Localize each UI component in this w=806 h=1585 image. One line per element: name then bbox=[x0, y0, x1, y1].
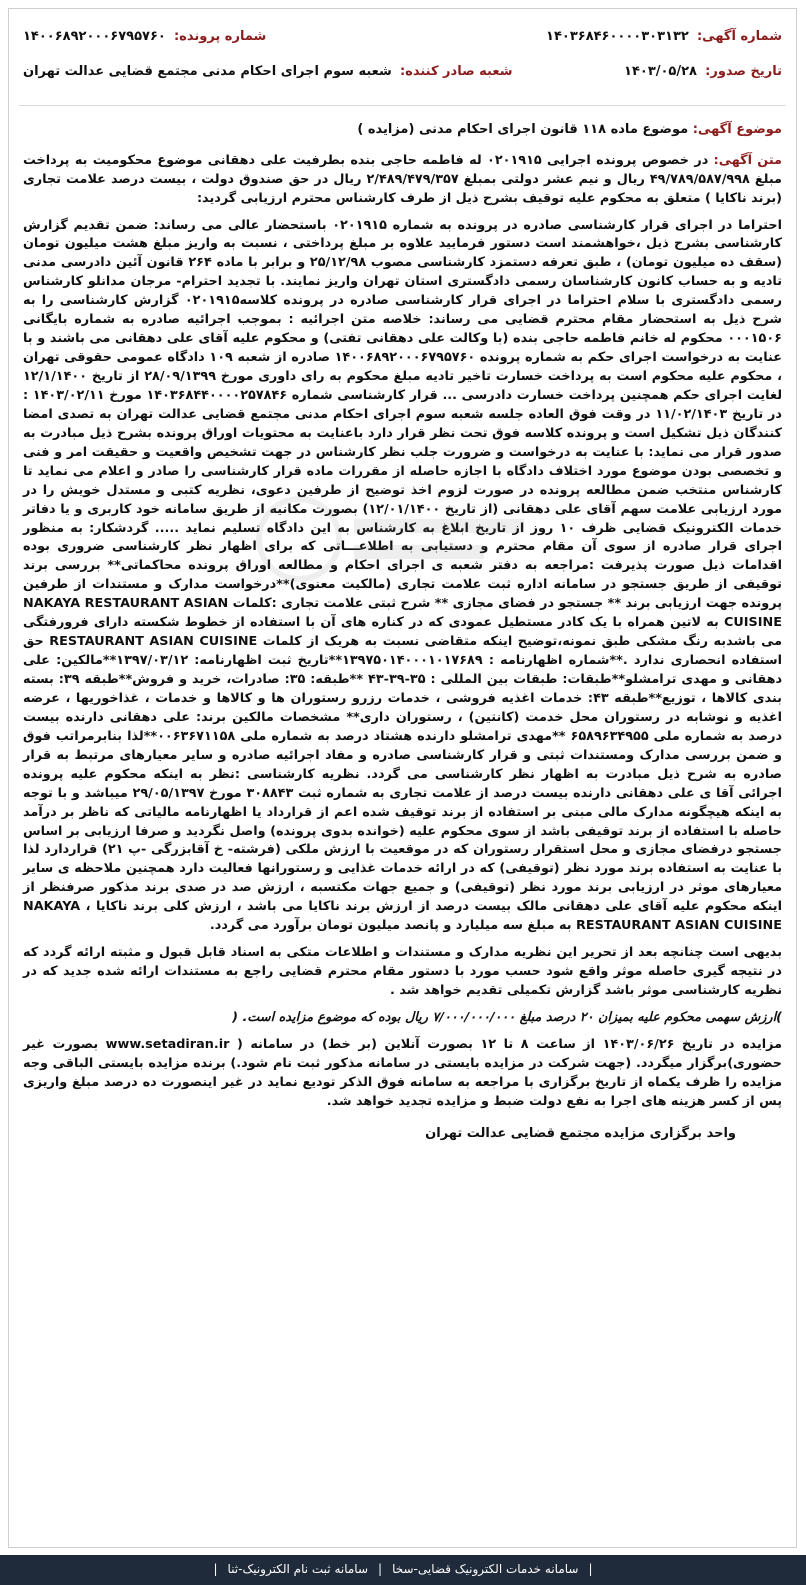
issue-date-value: ۱۴۰۳/۰۵/۲۸ bbox=[624, 64, 697, 80]
notice-subject bbox=[9, 106, 796, 147]
case-number-value: ۱۴۰۰۶۸۹۲۰۰۰۶۷۹۵۷۶۰ bbox=[23, 29, 166, 44]
subject-text: موضوع ماده ۱۱۸ قانون اجرای احکام مدنی (مزایده ) bbox=[357, 122, 689, 138]
ad-number-value: ۱۴۰۳۶۸۴۶۰۰۰۰۳۰۳۱۳۲ bbox=[546, 29, 689, 44]
expert-report-paragraph: احتراما در اجرای قرار کارشناسی صادره در پرونده به شماره ۰۲۰۱۹۱۵ باستحضار عالی می رساند: ضمن تقدیم گزارش کارشناسی بشرح ذیل ،خواهشمند است دستور فرمایید علاوه بر مبلغ پرداختی ، نسبت به واریز مبلغ هشت میلیون تومان (سقف ده میلیون تومان) ، طبق تعرفه دستمزد کارشناسی مصوب ۲۵/۱۲/۹۸ و برابر با ماده ۲۶۴ قانون آئین دادرسی مدنی تادیه و به حساب کانون کارشناسان رسمی دادگستری استان تهران واریز نمایند. با تجدید احترام- مرجان مدانلو کارشناس رسمی دادگستری با سلام احتراما در اجرای قرار کارشناسی صادره در پرونده کلاسه۰۲۰۱۹۱۵ گزارش کارشناسی را به شرح ذیل به استحضار مقام محترم قضایی می رساند: خلاصه متن اجرائیه : بموجب اجرائیه صادره به شماره بایگانی ۰۰۰۱۵۰۶ محکوم له خانم فاطمه حاجی بنده (با وکالت علی دهقانی تفتی) و محکوم علیه آقای علی دهقانی می باشند و با عنایت به درخواست اجرای حکم به شماره پرونده ۱۴۰۰۶۸۹۲۰۰۰۶۷۹۵۷۶۰ صادره از شعبه ۱۰۹ دادگاه عمومی حقوقی تهران ، محکوم علیه محکوم است به پرداخت خسارت تاخیر تادیه مبلغ محکوم به رای داوری مورخ ۲۸/۰۹/۱۳۹۹ از تاریخ ۱۲/۱/۱۴۰۰ لغایت اجرای حکم همچنین پرداخت خسارت دادرسی ... قرار کارشناسی شماره ۱۴۰۳۶۸۴۴۰۰۰۰۲۵۷۸۴۶ مورخ ۱۴۰۳/۰۲/۱۱ : در تاریخ ۱۱/۰۲/۱۴۰۳ در وقت فوق العاده جلسه شعبه سوم اجرای احکام مدنی مجتمع قضایی عدالت تهران به تصدی امضا کنندگان ذیل تشکیل است و پرونده کلاسه فوق تحت نظر قرار دارد باعنایت به محتویات اوراق پرونده بشرح ذیل مبادرت به صدور قرار می نماید: با عنایت به درخواست و ضرورت جلب نظر کارشناس در جهت تشخیص واقعیت و حقیقت امر و فنی و تخصصی بودن موضوع مورد اختلاف دادگاه با اجازه حاصله از مقررات ماده قرار کارشناسی را صادر و اعلام می نماید تا کارشناس منتخب ضمن مطالعه پرونده در صورت لزوم اخذ توضیح از طرفین دعوی، نظریه کتبی و مستدل خویش را در مورد ارزیابی علامت سهم آقای علی دهقانی (از تاریخ ۱۲/۰۱/۱۴۰۰) بصورت مکانیه از طریق سامانه خود کاربری و یا دفاتر خدمات الکترونیک قضایی ظرف ۱۰ روز از تاریخ ابلاغ به کارشناس به این دادگاه تسلیم نماید ..... گردشکار: به منظور اجرای قرار صادره از سوی آن مقام محترم و دستیابی به اطلاعـــاتی که برای اظهار نظر کارشناسی ضروری بوده اقدامات ذیل صورت پذیرفت :مراجعه به دفتر شعبه ی اجرای احکام و مطالعه اوراق پرونده محاکماتی** بررسی برند توقیفی از طریق جستجو در سامانه اداره ثبت علامت تجاری (مالکیت معنوی)**درخواست مدارک و مستندات از طرفین پرونده جهت ارزیابی برند ** جستجو در فضای مجازی ** شرح ثبتی علامت تجاری :کلمات NAKAYA RESTAURANT ASIAN CUISINE به لاتین همراه با یک کادر مستطیل عمودی که در کناره های آن با استفاده از خطوط شکسته دارای فرورفتگی می باشدبه رنگ مشکی طبق نمونه،توضیح اینکه متقاضی نسبت به هریک از کلمات RESTAURANT ASIAN CUISINE حق استفاده انحصاری ندارد .**شماره اظهارنامه : ۱۳۹۷۵۰۱۴۰۰۰۱۰۱۷۶۸۹**تاریخ ثبت اظهارنامه: ۱۳۹۷/۰۳/۱۲**مالکین: علی دهقانی و مهدی ترامشلو**طبقات: طبقات بین المللی : ۳۵-۳۹-۴۳ **طبقه: ۳۵: صادرات، خرید و فروش**طبقه ۳۹: بسته بندی کالاها ، توزیع**طبقه ۴۳: خدمات اغذیه فروشی ، خدمات رزرو رستوران ها و کالاها و خدمات ، غذاخوریها ، عرضه اغذیه و نوشابه در رستوران محل خدمت (کانتین) ، رستوران داری** مشخصات مالکین برند: علی دهقانی دارنده بیست درصد به شماره ملی ۶۵۸۹۶۳۴۹۵۵ **مهدی ترامشلو دارنده هشتاد درصد به شماره ملی ۰۰۶۳۶۷۱۱۵۸**لذا بنابرمراتب فوق و ضمن بررسی مدارک ومستندات ثبتی و قرار کارشناسی صادره و مفاد اجرائیه صادره و سایر معیارهای مرتبط به قرار صادره به شرح ذیل مبادرت به اظهار نظر کارشناسی می گردد. نظریه کارشناسی :نظر به اینکه محکوم علیه پرونده اجرائی آقا ی علی دهقانی دارنده بیست درصد از علامت تجاری به شماره ثبت ۳۰۸۸۴۳ مورخ ۲۹/۰۵/۱۳۹۷ میباشد و با توجه به اینکه هیچگونه مدارک مالی مبنی بر استفاده از برند توقیف شده اعم از قرارداد یا اظهارنامه مالیاتی که ناظر بر درآمد حاصله با استفاده از برند توقیفی باشد از سوی محکوم علیه (خوانده بدوی پرونده) واصل نگردید و صرفا ارزیابی بر اساس جستجو درفضای مجازی و محل استقرار رستوران که در موقعیت با ارزش ملکی (فرشته- خ آقابزرگی -پ ۲۱) قراردارد لذا با عنایت به استفاده برند مورد نظر (توقیفی) که در ارائه خدمات غذایی و رستورانها فعالیت دارد همچنین ملاحظه ی سایر معیارهای موثر در ارزیابی برند مورد نظر (توقیفی) و جمیع جهات مکتسبه ، ارزش صد در صدی برند مذکور صرفنظر از اینکه محکوم علیه آقای علی دهقانی مالک بیست درصد از ارزش برند ناکایا می باشد ، ارزش کلی برند ناکایا ، NAKAYA RESTAURANT ASIAN CUISINE به مبلغ سه میلیارد و پانصد میلیون تومان برآورد می گردد. bbox=[22, 217, 783, 934]
intro-text: در خصوص پرونده اجرایی ۰۲۰۱۹۱۵ له فاطمه حاجی بنده بطرفیت علی دهقانی موضوع محکومیت به پرداخت مبلغ ۴۹/۷۸۹/۵۸۷/۹۹۸ ریال و نیم عشر دولتی بمبلغ ۲/۴۸۹/۴۷۹/۳۵۷ ریال در حق صندوق دولت ، بیست درصد علامت تجاری (برند ناکایا ) متعلق به محکوم علیه توقیف بشرح ذیل از طرف کارشناس محترم ارزیابی گردید: bbox=[23, 152, 782, 206]
footer-bar bbox=[0, 1555, 806, 1585]
footer-link-sana[interactable]: سامانه ثبت نام الکترونیک-ثنا bbox=[227, 1562, 369, 1577]
footer-separator: | bbox=[588, 1562, 593, 1577]
issuing-branch-label: شعبه صادر کننده: bbox=[399, 64, 513, 80]
footer-separator: | bbox=[378, 1562, 383, 1577]
auction-paragraph: مزایده در تاریخ ۱۴۰۳/۰۶/۲۶ از ساعت ۸ تا ۱۲ بصورت آنلاین (بر خط) در سامانه ( www.setadiran.ir بصورت غیر حضوری)برگزار میگردد. (جهت شرکت در مزایده بایستی در سامانه مذکور ثبت نام شود.) برنده مزایده بایستی الباقی وجه مزایده را ظرف یکماه از تاریخ برگزاری با مراجعه به سامانه فوق الذکر تودیع نماید در غیر اینصورت ده درصد مبلغ واریزی پس از کسر هزینه های اجرا به نفع دولت ضبط و مزایده تجدید خواهد شد. bbox=[23, 1036, 783, 1109]
issue-date-label: تاریخ صدور: bbox=[705, 64, 782, 80]
header-row-1 bbox=[23, 27, 782, 46]
footer-link-sakha[interactable]: سامانه خدمات الکترونیک قضایی-سخا bbox=[392, 1562, 579, 1577]
issuing-branch bbox=[23, 62, 512, 81]
case-number bbox=[23, 27, 266, 46]
footer-separator: | bbox=[213, 1562, 218, 1577]
share-value-paragraph: )ارزش سهمی محکوم علیه بمیزان ۲۰ درصد مبلغ ۷/۰۰۰/۰۰۰/۰۰۰ ریال بوده که موضوع مزایده است. ( bbox=[232, 1009, 782, 1025]
notice-document bbox=[8, 8, 797, 1548]
case-number-label: شماره پرونده: bbox=[173, 29, 267, 44]
supplement-paragraph: بدیهی است چنانچه بعد از تحریر این نظریه مدارک و مستندات و اطلاعات متکی به اسناد قابل قبول و مثبته ارائه گردد که در نتیجه گیری حاصله موثر واقع شود حسب مورد با دستور مقام محترم قضایی راجع به مستندات ارائه شده جدید که در نظریه کارشناسی موثر باشد گزارش تکمیلی تقدیم خواهد شد . bbox=[23, 945, 782, 999]
intro-paragraph bbox=[23, 152, 782, 209]
intro-label: متن آگهی: bbox=[713, 152, 782, 168]
ad-number bbox=[546, 27, 782, 46]
subject-label: موضوع آگهی: bbox=[692, 122, 782, 138]
ad-number-label: شماره آگهی: bbox=[696, 29, 782, 44]
issuing-branch-value: شعبه سوم اجرای احکام مدنی مجتمع قضایی عدالت تهران bbox=[23, 64, 392, 80]
notice-header bbox=[9, 9, 796, 105]
notice-body bbox=[9, 152, 796, 1112]
issue-date bbox=[624, 62, 782, 81]
signature: واحد برگزاری مزایده مجتمع قضایی عدالت تهران bbox=[425, 1125, 736, 1141]
header-row-2 bbox=[23, 62, 782, 81]
